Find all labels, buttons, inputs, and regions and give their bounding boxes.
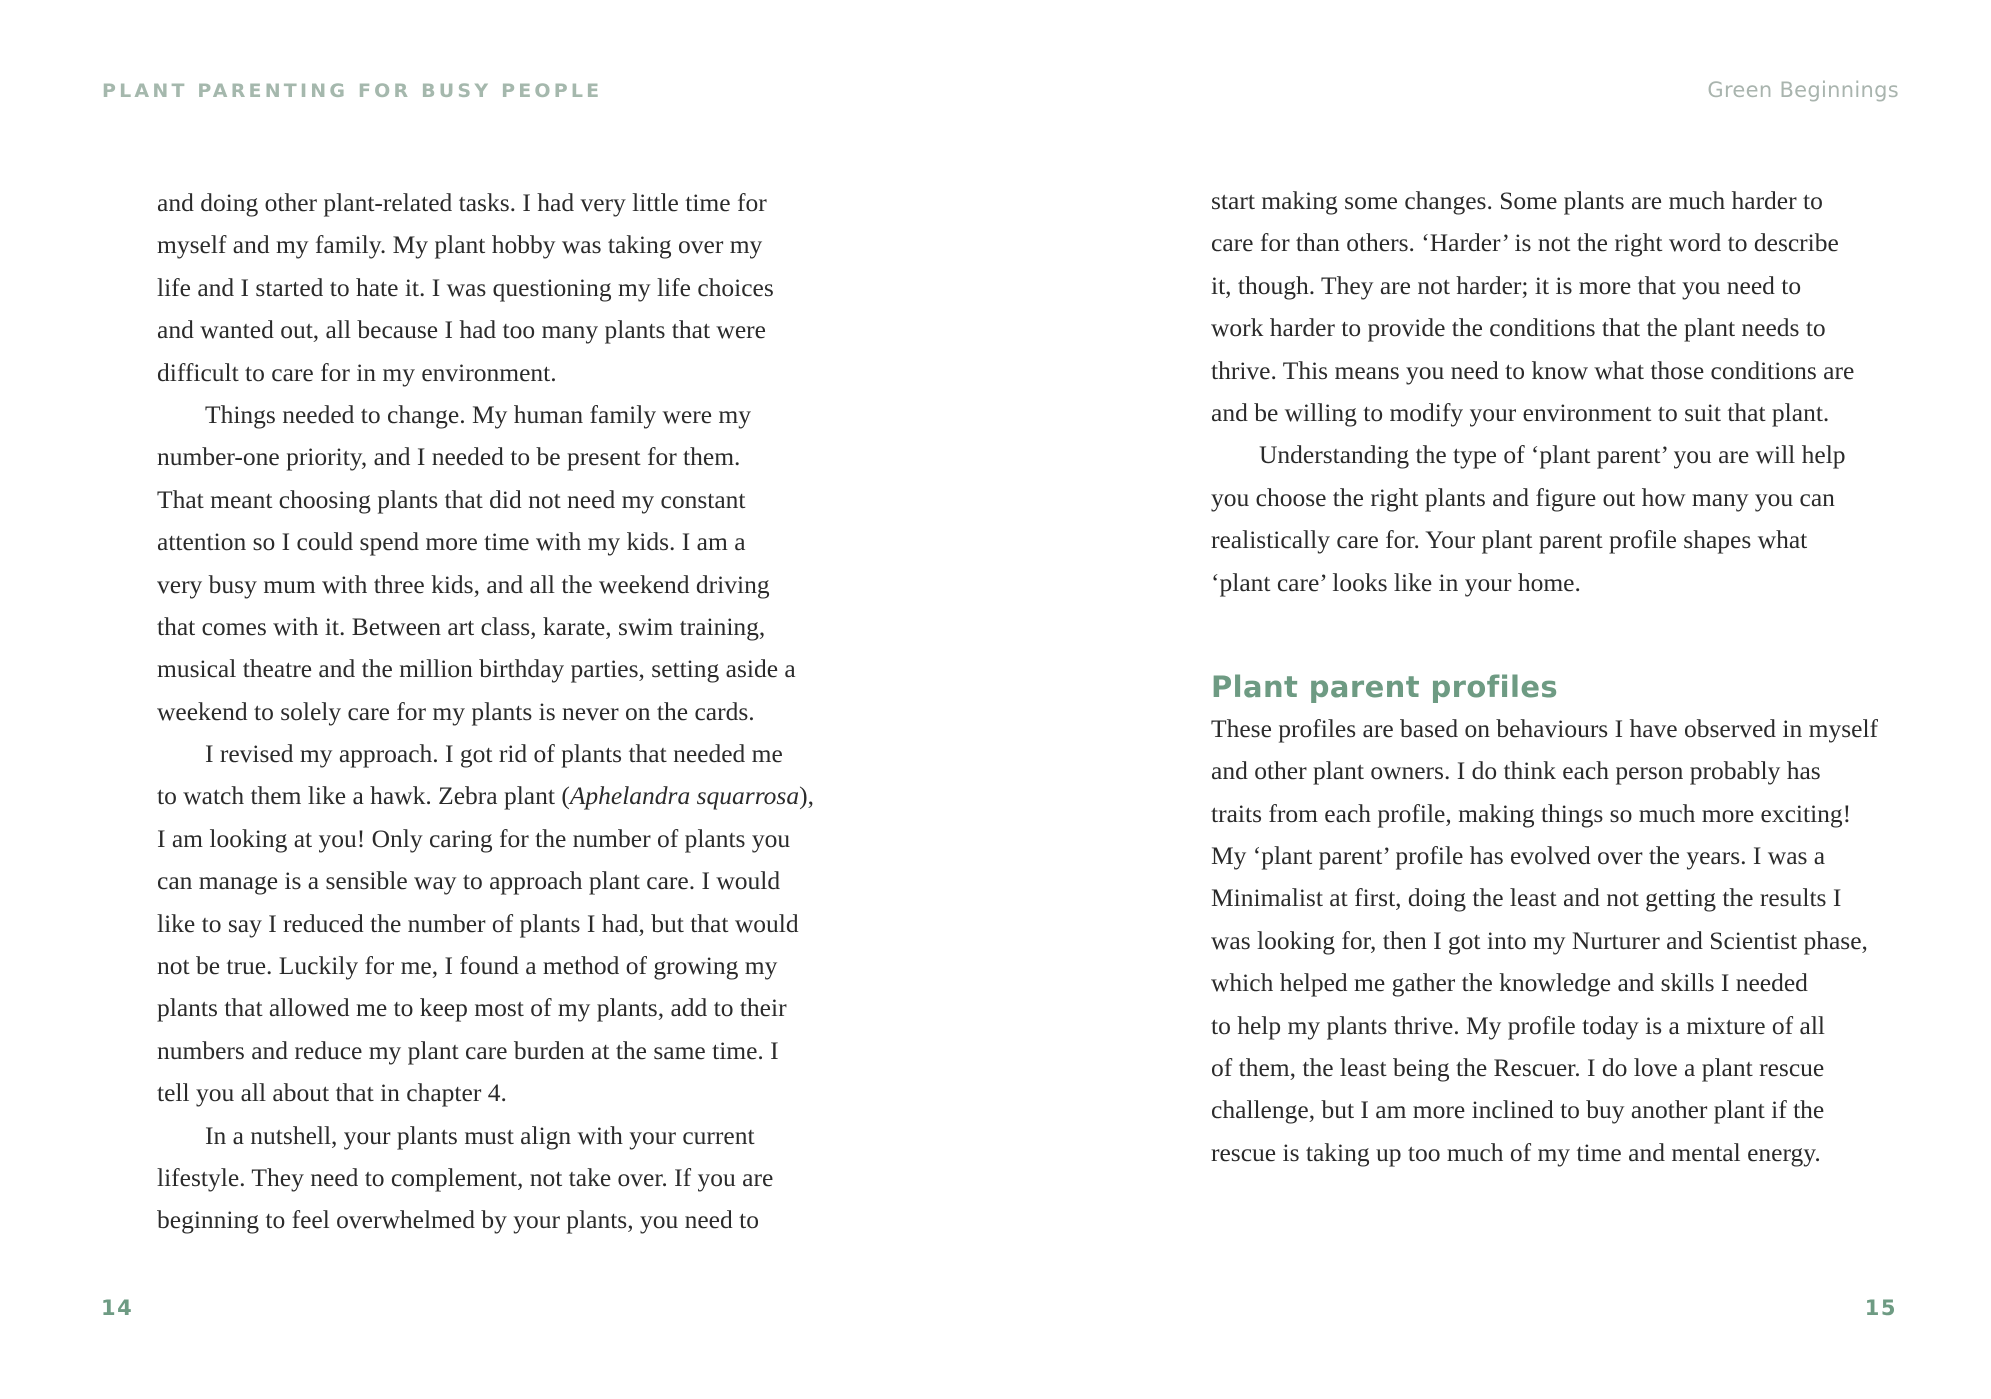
text-line: beginning to feel overwhelmed by your plants, you need to (157, 1205, 759, 1235)
text-line: work harder to provide the conditions that the plant needs to (1211, 313, 1826, 343)
text-line: plants that allowed me to keep most of my plants, add to their (157, 993, 787, 1023)
text-segment: to watch them like a hawk. Zebra plant ( (157, 781, 570, 811)
text-line: of them, the least being the Rescuer. I do love a plant rescue (1211, 1053, 1825, 1083)
text-line: care for than others. ‘Harder’ is not the right word to describe (1211, 228, 1839, 258)
left-page-body (157, 182, 814, 1242)
text-line: Understanding the type of ‘plant parent’ you are will help (1259, 440, 1846, 470)
right-page-intro-text (1211, 180, 1861, 604)
text-line: it, though. They are not harder; it is more that you need to (1211, 270, 1802, 300)
text-line: thrive. This means you need to know what those conditions are (1211, 355, 1855, 385)
text-line: was looking for, then I got into my Nurturer and Scientist phase, (1211, 925, 1868, 955)
text-line: musical theatre and the million birthday parties, setting aside a (157, 654, 796, 684)
botanical-name: Aphelandra squarrosa (569, 781, 800, 811)
text-line: That meant choosing plants that did not need my constant (157, 484, 746, 514)
text-line: that comes with it. Between art class, karate, swim training, (157, 611, 766, 641)
text-line: myself and my family. My plant hobby was taking over my (157, 230, 763, 260)
text-line: I am looking at you! Only caring for the number of plants you (157, 823, 791, 853)
text-line: like to say I reduced the number of plants I had, but that would (157, 908, 799, 938)
text-line: number-one priority, and I needed to be present for them. (157, 442, 741, 472)
section-spacer (1211, 604, 1861, 664)
text-line: and be willing to modify your environment to suit that plant. (1211, 397, 1830, 427)
text-line: traits from each profile, making things so much more exciting! (1211, 798, 1852, 828)
text-line: challenge, but I am more inclined to buy another plant if the (1211, 1095, 1825, 1125)
text-line: and other plant owners. I do think each person probably has (1211, 756, 1821, 786)
text-line: Minimalist at first, doing the least and not getting the results I (1211, 883, 1842, 913)
text-line: not be true. Luckily for me, I found a method of growing my (157, 951, 778, 981)
text-line: difficult to care for in my environment. (157, 357, 557, 387)
text-line: weekend to solely care for my plants is never on the cards. (157, 696, 755, 726)
text-line: very busy mum with three kids, and all the weekend driving (157, 569, 770, 599)
text-line: numbers and reduce my plant care burden at the same time. I (157, 1035, 779, 1065)
page-number-right: 15 (1864, 1296, 1897, 1320)
text-line: and doing other plant-related tasks. I had very little time for (157, 188, 767, 217)
text-line: rescue is taking up too much of my time and mental energy. (1211, 1137, 1821, 1167)
text-line: start making some changes. Some plants are much harder to (1211, 186, 1823, 215)
text-line: can manage is a sensible way to approach plant care. I would (157, 866, 781, 896)
running-head-chapter-title: Green Beginnings (1707, 78, 1899, 102)
right-page-section-text (1211, 708, 1879, 1174)
text-line: lifestyle. They need to complement, not take over. If you are (157, 1162, 774, 1192)
text-line: In a nutshell, your plants must align with your current (205, 1120, 755, 1150)
text-line: and wanted out, all because I had too many plants that were (157, 315, 766, 345)
text-line: These profiles are based on behaviours I have observed in myself (1211, 713, 1879, 743)
text-line: life and I started to hate it. I was questioning my life choices (157, 272, 774, 302)
text-line: attention so I could spend more time with my kids. I am a (157, 527, 746, 557)
text-line (157, 775, 814, 817)
running-head-book-title: PLANT PARENTING FOR BUSY PEOPLE (102, 80, 603, 102)
text-segment: ), (799, 781, 814, 811)
right-page-body (1211, 180, 1879, 1174)
page-number-left: 14 (101, 1296, 134, 1320)
section-heading: Plant parent profiles (1211, 669, 1559, 704)
text-line: you choose the right plants and figure out how many you can (1211, 482, 1835, 512)
text-line: Things needed to change. My human family were my (205, 399, 751, 429)
text-line: to help my plants thrive. My profile today is a mixture of all (1211, 1010, 1826, 1040)
text-line: tell you all about that in chapter 4. (157, 1078, 507, 1108)
text-line: ‘plant care’ looks like in your home. (1211, 567, 1581, 597)
text-line: which helped me gather the knowledge and skills I needed (1211, 968, 1808, 998)
text-line: My ‘plant parent’ profile has evolved over the years. I was a (1211, 841, 1826, 871)
text-line: realistically care for. Your plant parent profile shapes what (1211, 525, 1808, 555)
text-line: I revised my approach. I got rid of plants that needed me (205, 739, 783, 769)
